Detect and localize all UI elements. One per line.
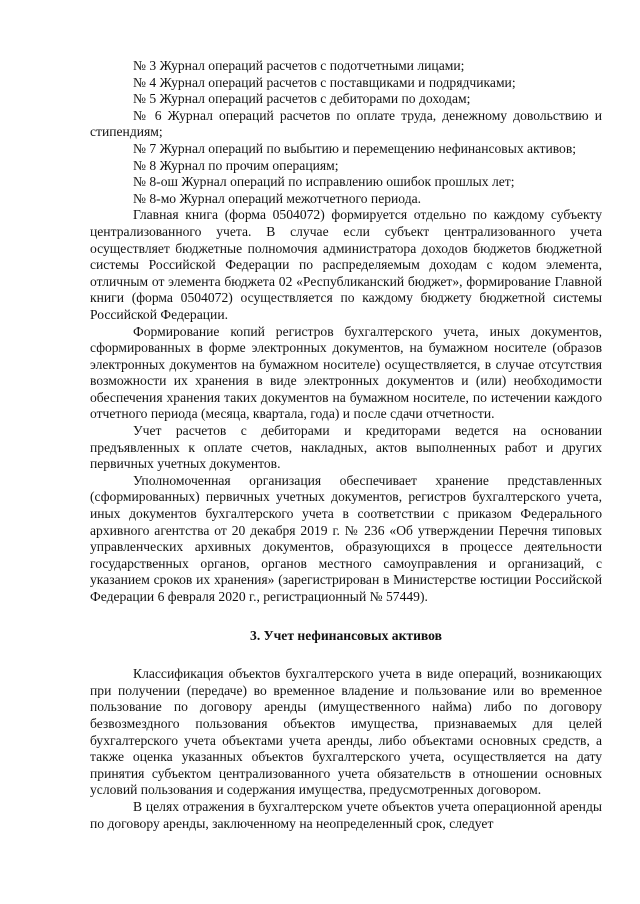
paragraph-operating-lease: В целях отражения в бухгалтерском учете объектов учета операционной аренды по договору аренды, заключенному на неопределенный срок, следует (90, 798, 602, 831)
paragraph-settlements: Учет расчетов с дебиторами и кредиторами ведется на основании предъявленных к оплате счетов, накладных, актов выполненных работ и других первичных учетных документов. (90, 423, 602, 472)
journal-list-item: № 7 Журнал операций по выбытию и перемещению нефинансовых активов; (133, 140, 577, 156)
paragraph-register-copies: Формирование копий регистров бухгалтерского учета, иных документов, сформированных в форме электронных документов, на бумажном носителе (образов электронных документов на бумажном носителе) осуществляется, в случае отсутствия возможности их хранения в виде электронных документов и (или) необходимости обеспечения хранения таких документов на бумажном носителе, по истечении каждого отчетного периода (месяца, квартала, года) и после сдачи отчетности. (90, 323, 602, 422)
journal-list-item: № 8-мо Журнал операций межотчетного периода. (133, 190, 422, 206)
paragraph-general-ledger: Главная книга (форма 0504072) формируется отдельно по каждому субъекту централизованного учета. В случае если субъект централизованного учета осуществляет бюджетные полномочия администратора доходов бюджетов бюджетной системы Российской Федерации по распределяемым доходам с кодом элемента, отличным от элемента бюджета 02 «Республиканский бюджет», формирование Главной книги (форма 0504072) осуществляется по каждому бюджету бюджетной системы Российской Федерации. (90, 207, 602, 322)
journal-list-item: № 6 Журнал операций расчетов по оплате труда, денежному довольствию и стипендиям; (90, 107, 602, 140)
journal-list-item: № 8 Журнал по прочим операциям; (133, 157, 339, 173)
paragraph-document-storage: Уполномоченная организация обеспечивает хранение представленных (сформированных) первичных учетных документов, регистров бухгалтерского учета, иных документов бухгалтерского учета в соответствии с приказом Федерального архивного агентства от 20 декабря 2019 г. № 236 «Об утверждении Перечня типовых управленческих архивных документов, образующихся в процессе деятельности государственных органов, органов местного самоуправления и организаций, с указанием сроков их хранения» (зарегистрирован в Министерстве юстиции Российской Федерации 6 февраля 2020 г., регистрационный № 57449). (90, 472, 602, 604)
section-heading: 3. Учет нефинансовых активов (250, 627, 442, 643)
paragraph-classification: Классификация объектов бухгалтерского учета в виде операций, возникающих при получении (передаче) во временное владение и пользование или во временное пользование по договору аренды (имущественного найма) либо по договору безвозмездного пользования объектов имущества, признаваемых для целей бухгалтерского учета объектами учета аренды, либо объектами основных средств, а также оценка указанных объектов бухгалтерского учета, осуществляется на дату принятия субъектом централизованного учета обязательств в отношении основных условий пользования и содержания имущества, предусмотренных договором. (90, 666, 602, 798)
journal-list-item: № 4 Журнал операций расчетов с поставщиками и подрядчиками; (133, 74, 516, 90)
journal-list-item: № 8-ош Журнал операций по исправлению ошибок прошлых лет; (133, 174, 515, 190)
journal-list-item: № 5 Журнал операций расчетов с дебиторами по доходам; (133, 91, 471, 107)
journal-list-item: № 3 Журнал операций расчетов с подотчетными лицами; (133, 58, 465, 73)
